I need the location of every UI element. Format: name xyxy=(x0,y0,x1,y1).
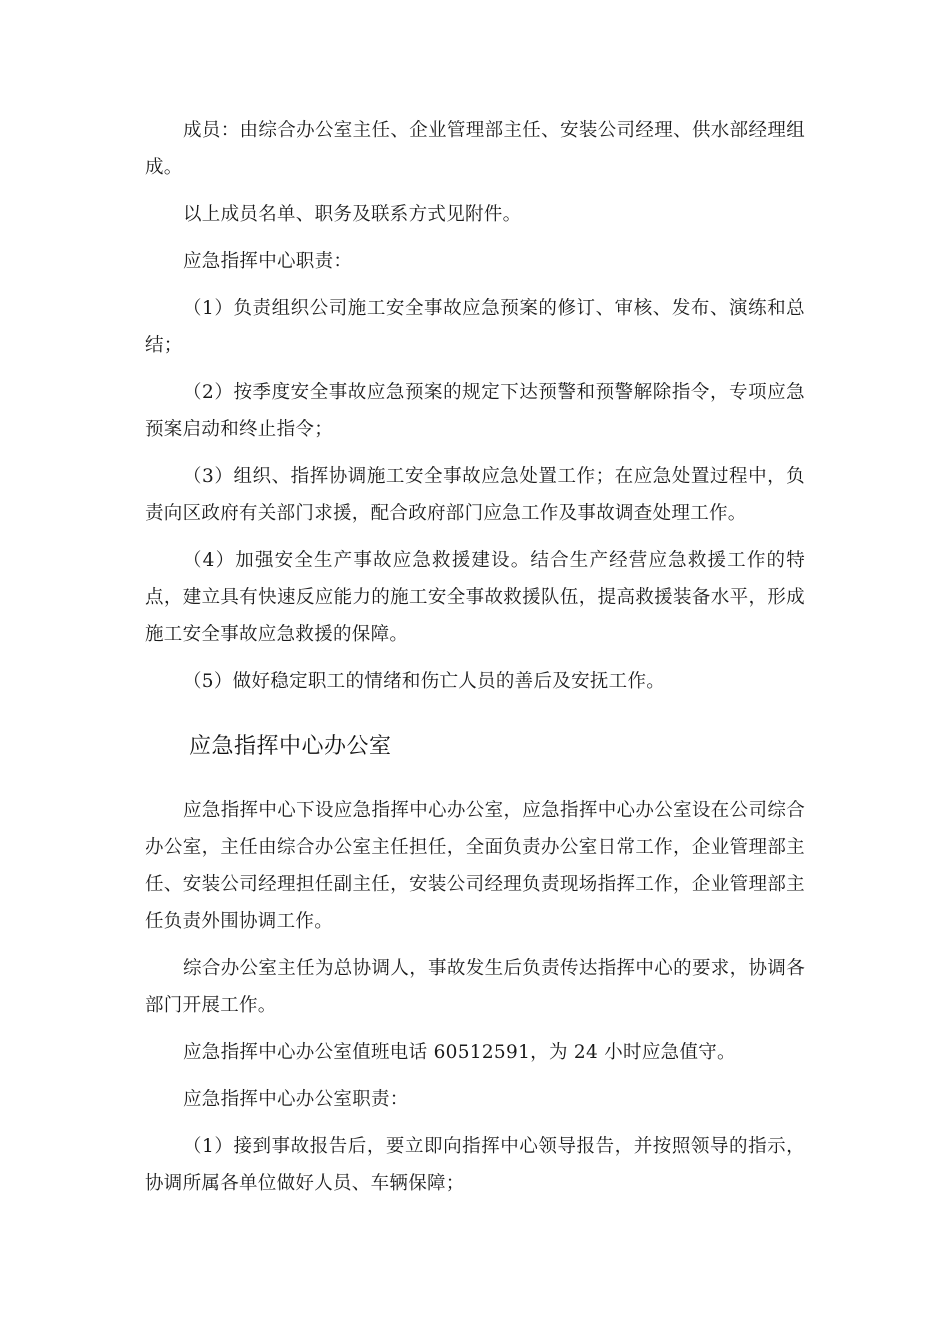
paragraph-office-duty-1: （1）接到事故报告后，要立即向指挥中心领导报告，并按照领导的指示，协调所属各单位做好人员、车辆保障； xyxy=(145,1136,805,1194)
section-heading-office: 应急指挥中心办公室 xyxy=(189,734,392,759)
paragraph-office-setup: 应急指挥中心下设应急指挥中心办公室，应急指挥中心办公室设在公司综合办公室，主任由综合办公室主任担任，全面负责办公室日常工作，企业管理部主任、安装公司经理担任副主任，安装公司经理负责现场指挥工作，企业管理部主任负责外围协调工作。 xyxy=(145,800,805,932)
paragraph-duties-title: 应急指挥中心职责： xyxy=(183,251,353,272)
paragraph-office-duties-title: 应急指挥中心办公室职责： xyxy=(183,1089,409,1110)
paragraph-member-list-note: 以上成员名单、职务及联系方式见附件。 xyxy=(183,204,522,225)
paragraph-duty-3: （3）组织、指挥协调施工安全事故应急处置工作；在应急处置过程中，负责向区政府有关部门求援，配合政府部门应急工作及事故调查处理工作。 xyxy=(145,466,805,524)
paragraph-duty-phone: 应急指挥中心办公室值班电话 60512591，为 24 小时应急值守。 xyxy=(183,1042,736,1063)
paragraph-members: 成员：由综合办公室主任、企业管理部主任、安装公司经理、供水部经理组成。 xyxy=(145,120,805,178)
paragraph-duty-4: （4）加强安全生产事故应急救援建设。结合生产经营应急救援工作的特点，建立具有快速反应能力的施工安全事故救援队伍，提高救援装备水平，形成施工安全事故应急救援的保障。 xyxy=(145,550,805,645)
paragraph-duty-1: （1）负责组织公司施工安全事故应急预案的修订、审核、发布、演练和总结； xyxy=(145,298,805,356)
document-body xyxy=(145,112,805,1212)
paragraph-duty-5: （5）做好稳定职工的情绪和伤亡人员的善后及安抚工作。 xyxy=(183,671,666,692)
paragraph-coordinator: 综合办公室主任为总协调人，事故发生后负责传达指挥中心的要求，协调各部门开展工作。 xyxy=(145,958,805,1016)
paragraph-duty-2: （2）按季度安全事故应急预案的规定下达预警和预警解除指令，专项应急预案启动和终止指令； xyxy=(145,382,805,440)
